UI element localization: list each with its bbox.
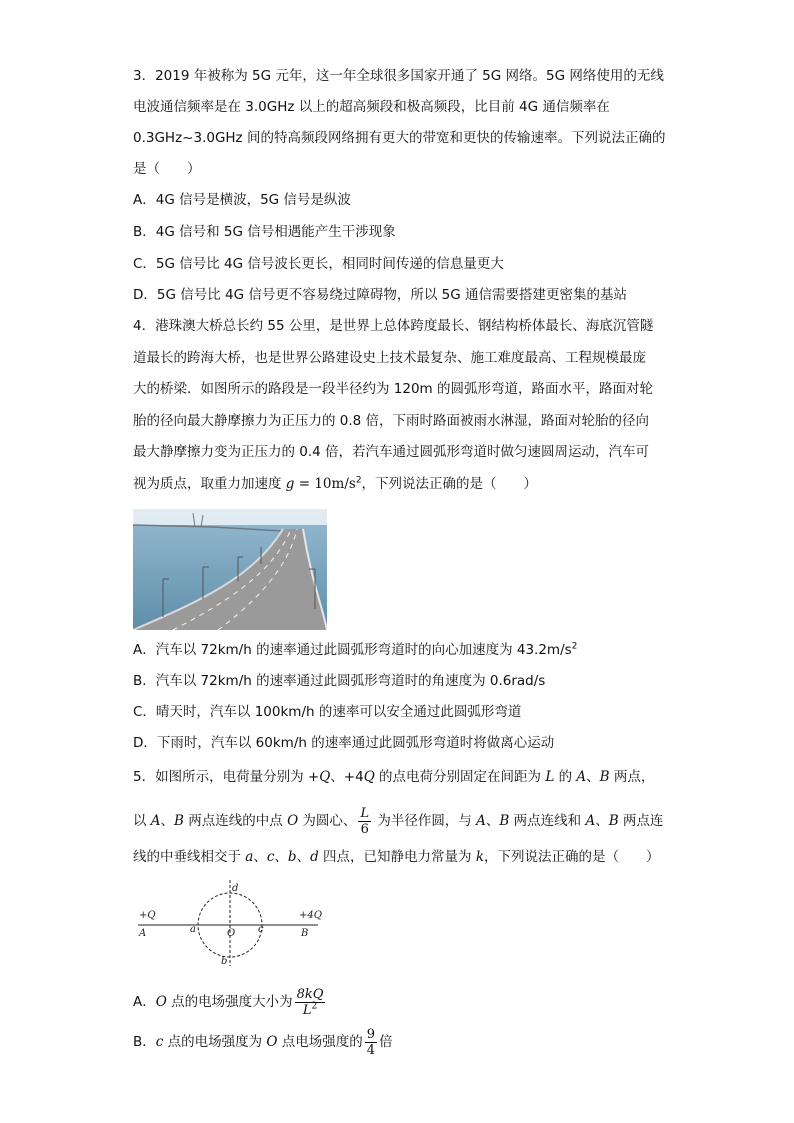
q4-option-a-text: A．汽车以 72km/h 的速率通过此圆弧形弯道时的向心加速度为 43.2m/s (133, 642, 572, 658)
point-symbol: A (576, 769, 587, 785)
q3-stem-line1: 3．2019 年被称为 5G 元年，这一年全球很多国家开通了 5G 网络。5G 网络使用的无线 (133, 68, 664, 84)
q5-option-b (133, 1024, 393, 1060)
fraction-numerator: L (360, 805, 370, 821)
q5-text: 点的电场强度为 (163, 1034, 267, 1050)
point-symbol: b (287, 849, 297, 865)
q4-option-d: D．下雨时，汽车以 60km/h 的速率通过此圆弧形弯道时将做离心运动 (133, 735, 555, 751)
point-symbol: O (266, 1034, 278, 1050)
denominator-exponent: 2 (311, 1001, 318, 1012)
q5-text: 、 (160, 813, 175, 829)
q4-line6-pre: 视为质点，取重力加速度 (133, 476, 286, 492)
point-b-big-label: B (301, 928, 309, 939)
point-symbol: A (150, 813, 161, 829)
field-strength-fraction (295, 987, 326, 1018)
fraction-denominator: 4 (366, 1042, 376, 1058)
q5-text: B． (133, 1034, 156, 1050)
q5-text: 为圆心、 (298, 813, 357, 829)
ratio-fraction (365, 1027, 377, 1058)
q3-stem-line2: 电波通信频率是在 3.0GHz 以上的超高频段和极高频段，比目前 4G 通信频率在 (133, 99, 610, 115)
q4-option-a-exponent: 2 (571, 641, 578, 652)
q5-text: 倍 (379, 1034, 393, 1050)
q4-stem-line2: 道最长的跨海大桥，也是世界公路建设史上技术最复杂、施工难度最高、工程规模最庞 (133, 350, 646, 366)
q4-stem-line6 (133, 474, 537, 494)
point-symbol: d (310, 849, 319, 865)
g-symbol: g (285, 476, 295, 492)
point-a-label: a (190, 924, 196, 935)
fraction-numerator: 8kQ (296, 986, 324, 1002)
point-symbol: B (608, 813, 619, 829)
q3-stem-line3: 0.3GHz~3.0GHz 间的特高频段网络拥有更大的带宽和更快的传输速率。下列说法正确的 (133, 130, 666, 146)
q3-option-b: B．4G 信号和 5G 信号相遇能产生干涉现象 (133, 224, 396, 240)
q5-text: 两点连 (618, 813, 664, 829)
q5-text: 线的中垂线相交于 (133, 849, 246, 865)
charge-symbol: Q (319, 769, 331, 785)
point-d-label: d (232, 883, 239, 894)
point-b-label: b (221, 956, 228, 967)
q5-text: 点的电场强度大小为 (166, 994, 293, 1010)
q5-text: 为半径作圆，与 (373, 813, 477, 829)
constant-symbol: k (475, 849, 485, 865)
distance-symbol: L (545, 769, 555, 785)
point-symbol: A (585, 813, 596, 829)
point-o-label: O (227, 928, 236, 939)
point-symbol: B (599, 769, 610, 785)
q3-option-c: C．5G 信号比 4G 信号波长更长，相同时间传递的信息量更大 (133, 256, 504, 272)
charge-circle-diagram (133, 880, 333, 968)
q5-option-a (133, 984, 327, 1020)
q5-stem-line1 (133, 767, 654, 787)
point-symbol: c (266, 849, 275, 865)
q4-option-b: B．汽车以 72km/h 的速率通过此圆弧形弯道时的角速度为 0.6rad/s (133, 673, 546, 689)
q5-text: 两点， (609, 769, 655, 785)
point-symbol: B (174, 813, 184, 829)
point-symbol: c (155, 1034, 164, 1050)
left-charge-label: +Q (139, 910, 156, 921)
radius-fraction (358, 806, 371, 837)
q5-text: 以 (133, 813, 151, 829)
q3-option-a: A．4G 信号是横波，5G 信号是纵波 (133, 192, 351, 208)
right-charge-label: +4Q (299, 910, 322, 921)
point-c-label: c (258, 924, 264, 935)
q5-text: 的 (554, 769, 577, 785)
q4-stem-line3: 大的桥梁．如图所示的路段是一段半径约为 120m 的圆弧形弯道，路面水平，路面对轮 (133, 381, 653, 397)
bridge-illustration (133, 509, 327, 630)
q5-text: 两点连线的中点 (183, 813, 288, 829)
q5-text: 、+4 (330, 769, 364, 785)
q5-text: 、 (595, 813, 609, 829)
charge-symbol: Q (363, 769, 375, 785)
g-exponent: 2 (355, 475, 362, 486)
fraction-denominator: L (302, 1002, 312, 1018)
bridge-photo (133, 509, 327, 630)
q5-stem-line3: 线的中垂线相交于 a、c、b、d 四点，已知静电力常量为 k，下列说法正确的是（ ） (133, 849, 660, 865)
q4-stem-line1: 4．港珠澳大桥总长约 55 公里，是世界上总体跨度最长、钢结构桥体最长、海底沉管隧 (133, 318, 654, 334)
q3-stem-line4: 是（ ） (133, 161, 201, 177)
q4-stem-line4: 胎的径向最大静摩擦力为正压力的 0.8 倍，下雨时路面被雨水淋湿，路面对轮胎的径向 (133, 413, 650, 429)
q4-line6-post: ，下列说法正确的是（ ） (361, 476, 538, 492)
q4-stem-line5: 最大静摩擦力变为正压力的 0.4 倍，若汽车通过圆弧形弯道时做匀速圆周运动，汽车可 (133, 444, 650, 460)
point-symbol: O (287, 813, 299, 829)
q5-text: 、 (586, 769, 600, 785)
q4-option-a (133, 640, 577, 660)
q5-text: 5．如图所示，电荷量分别为 + (133, 769, 320, 785)
q5-text: ，下列说法正确的是（ ） (484, 849, 660, 865)
q5-text: A． (133, 994, 156, 1010)
q4-option-c: C．晴天时，汽车以 100km/h 的速率可以安全通过此圆弧形弯道 (133, 704, 522, 720)
q3-option-d: D．5G 信号比 4G 信号更不容易绕过障碍物，所以 5G 通信需要搭建更密集的基站 (133, 287, 628, 303)
point-symbol: A (476, 813, 486, 829)
point-a-big-label: A (139, 928, 147, 939)
point-symbol: a (245, 849, 254, 865)
g-value: = 10m/s (294, 476, 356, 492)
q5-stem-line2 (133, 804, 663, 838)
point-symbol: O (155, 994, 167, 1010)
q5-text: 两点连线和 (509, 813, 586, 829)
q5-text: 四点，已知静电力常量为 (318, 849, 476, 865)
fraction-numerator: 9 (366, 1026, 376, 1042)
q5-text: 点电场强度的 (277, 1034, 363, 1050)
point-symbol: B (499, 813, 510, 829)
fraction-denominator: 6 (360, 821, 369, 837)
q5-text: 的点电荷分别固定在间距为 (374, 769, 546, 785)
q5-text: 、 (485, 813, 500, 829)
